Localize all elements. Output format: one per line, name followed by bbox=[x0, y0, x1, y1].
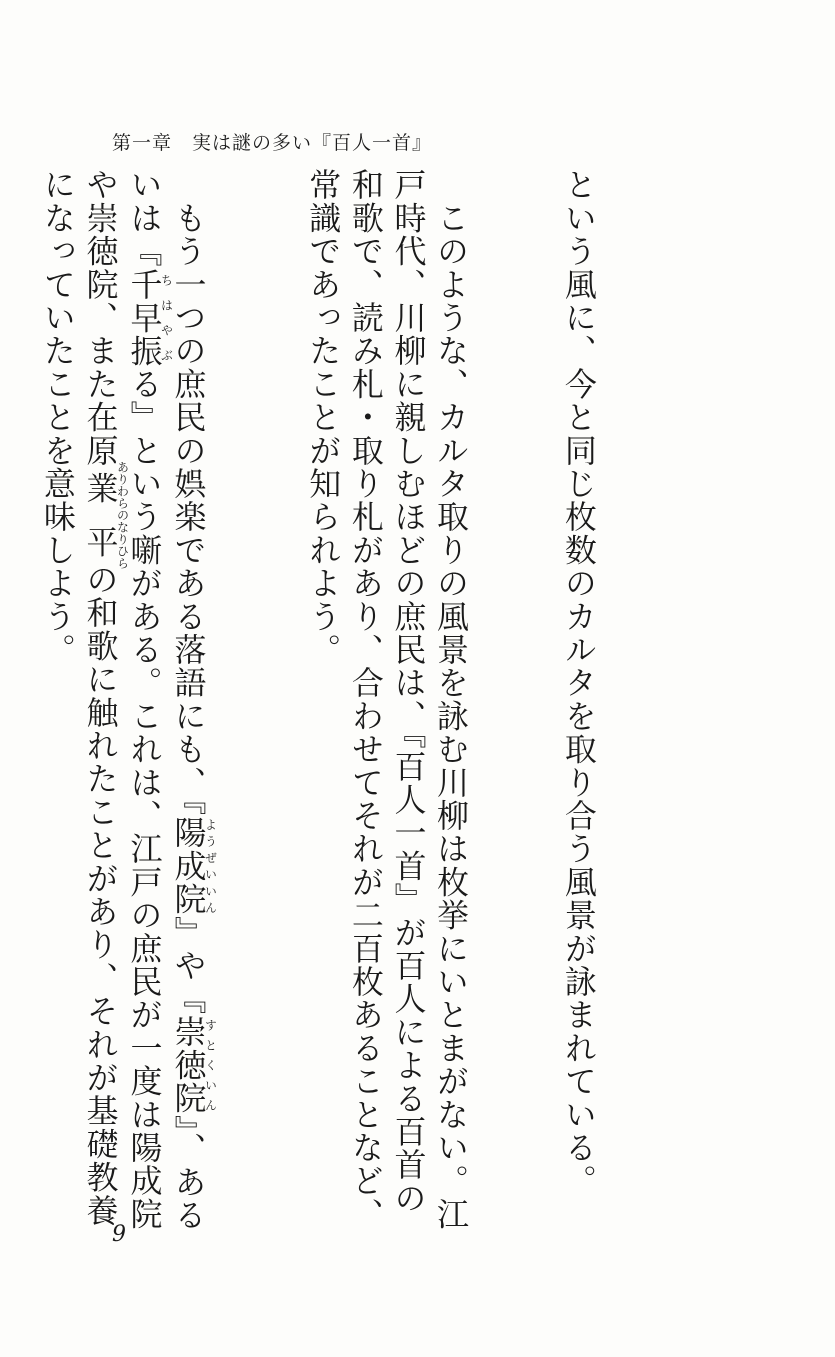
paragraph: という風に、今と同じ枚数のカルタを取り合う風景が詠まれている。 bbox=[559, 168, 598, 1198]
paragraph-text: このような、カルタ取りの風景を詠む川柳は枚挙にいとまがない。江戸時代、川柳に親しむほどの庶民は、『百人一首』が百人による百首の和歌で、読み札・取り札があり、合わせてそれが二百枚あることなど、常識であったことが知られよう。 bbox=[304, 168, 471, 1231]
paragraph-text: 』や『 bbox=[169, 915, 208, 1016]
paragraph bbox=[302, 168, 472, 1243]
paragraph bbox=[36, 168, 216, 1243]
paragraph-text: もう一つの庶民の娯楽である落語にも、『 bbox=[169, 201, 208, 817]
running-head: 第一章 実は謎の多い『百人一首』 bbox=[112, 132, 433, 154]
paragraph-text: 』、あるいは『 bbox=[125, 168, 208, 1232]
ruby-yozeiin: 陽成院ようぜいいん bbox=[169, 816, 218, 916]
ruby-sutokuin: 崇徳院すとくいん bbox=[169, 1015, 218, 1115]
page-number: 9 bbox=[112, 1222, 126, 1247]
vertical-body-text bbox=[0, 168, 685, 1243]
paragraph-text: る』という噺がある。これは、江戸の庶民が一度は陽成院や崇徳院、また在原 bbox=[81, 168, 164, 1231]
ruby-ariwara-narihira: 業平ありわらのなりひら bbox=[81, 460, 130, 569]
paragraph-text: の和歌に触れたことがあり、それが基礎教養になっていたことを意味しよう。 bbox=[38, 168, 120, 1227]
ruby-chihayaburu: 千早振ちはやぶ bbox=[125, 267, 174, 368]
